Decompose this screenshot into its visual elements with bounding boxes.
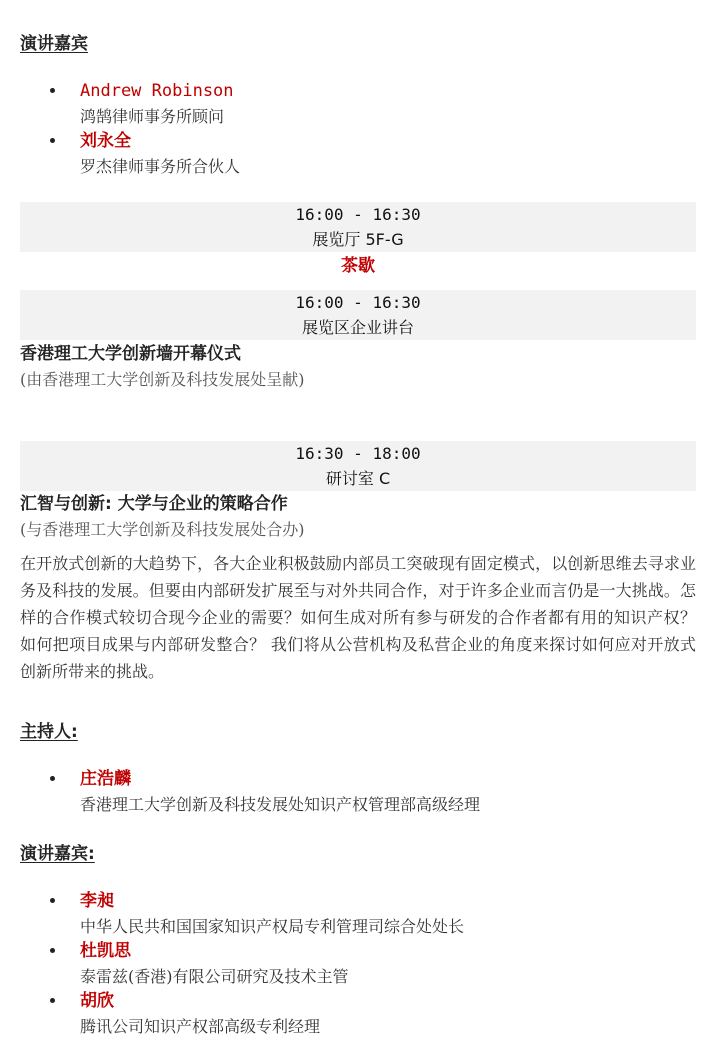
speaker-role: 中华人民共和国国家知识产权局专利管理司综合处处长: [80, 917, 465, 936]
speaker-role: 鸿鹄律师事务所顾问: [80, 107, 225, 126]
list-item: [20, 129, 696, 179]
slot-time: 16:00 - 16:30: [295, 293, 421, 312]
slot-venue: 展览区企业讲台: [301, 318, 414, 337]
moderator-list: [20, 767, 696, 817]
speaker-list: [20, 79, 696, 179]
speakers-heading-2: 演讲嘉宾:: [20, 844, 95, 864]
list-item: [20, 79, 696, 129]
list-item: [20, 889, 696, 939]
moderator-name: 庄浩麟: [80, 769, 131, 789]
event-title: 汇智与创新: 大学与企业的策略合作: [20, 494, 288, 514]
list-item: [20, 989, 696, 1039]
moderator-heading: 主持人:: [20, 722, 78, 742]
speaker-role: 腾讯公司知识产权部高级专利经理: [80, 1017, 321, 1036]
slot-time: 16:30 - 18:00: [295, 444, 421, 463]
time-slot: [20, 441, 696, 491]
speaker-name: 刘永全: [80, 131, 131, 151]
time-slot: [20, 290, 696, 340]
speakers-heading: 演讲嘉宾: [20, 34, 88, 54]
event-subtitle: (由香港理工大学创新及科技发展处呈献): [20, 370, 305, 389]
bullet-icon: [50, 776, 55, 781]
speaker-name: 李昶: [80, 891, 114, 911]
bullet-icon: [50, 898, 55, 903]
list-item: [20, 767, 696, 817]
bullet-icon: [50, 998, 55, 1003]
slot-venue: 研讨室 C: [325, 469, 391, 488]
list-item: [20, 939, 696, 989]
event-subtitle: (与香港理工大学创新及科技发展处合办): [20, 520, 305, 539]
event-description: 在开放式创新的大趋势下，各大企业积极鼓励内部员工突破现有固定模式，以创新思维去寻求业务及科技的发展。但要由内部研发扩展至与对外共同合作，对于许多企业而言仍是一大挑战。怎样的合作模式较切合现今企业的需要？如何生成对所有参与研发的合作者都有用的知识产权？ 如何把项目成果与内部研发整合？ 我们将从公营机构及私营企业的角度来探讨如何应对开放式创新所带来的挑战。: [20, 554, 696, 681]
slot-time: 16:00 - 16:30: [295, 205, 421, 224]
speaker-name: 杜凯思: [80, 941, 131, 961]
speaker-role: 泰雷兹(香港)有限公司研究及技术主管: [80, 967, 349, 986]
speaker-role: 罗杰律师事务所合伙人: [80, 157, 241, 176]
event-title: 香港理工大学创新墙开幕仪式: [20, 344, 241, 364]
time-slot: [20, 202, 696, 252]
bullet-icon: [50, 948, 55, 953]
bullet-icon: [50, 138, 55, 143]
speaker-name: 胡欣: [80, 991, 114, 1011]
bullet-icon: [50, 88, 55, 93]
tea-break-label: 茶歇: [341, 256, 375, 276]
speaker-name: Andrew Robinson: [80, 81, 234, 101]
moderator-role: 香港理工大学创新及科技发展处知识产权管理部高级经理: [80, 795, 481, 814]
speaker-list-2: [20, 889, 696, 1039]
slot-venue: 展览厅 5F-G: [312, 230, 404, 249]
